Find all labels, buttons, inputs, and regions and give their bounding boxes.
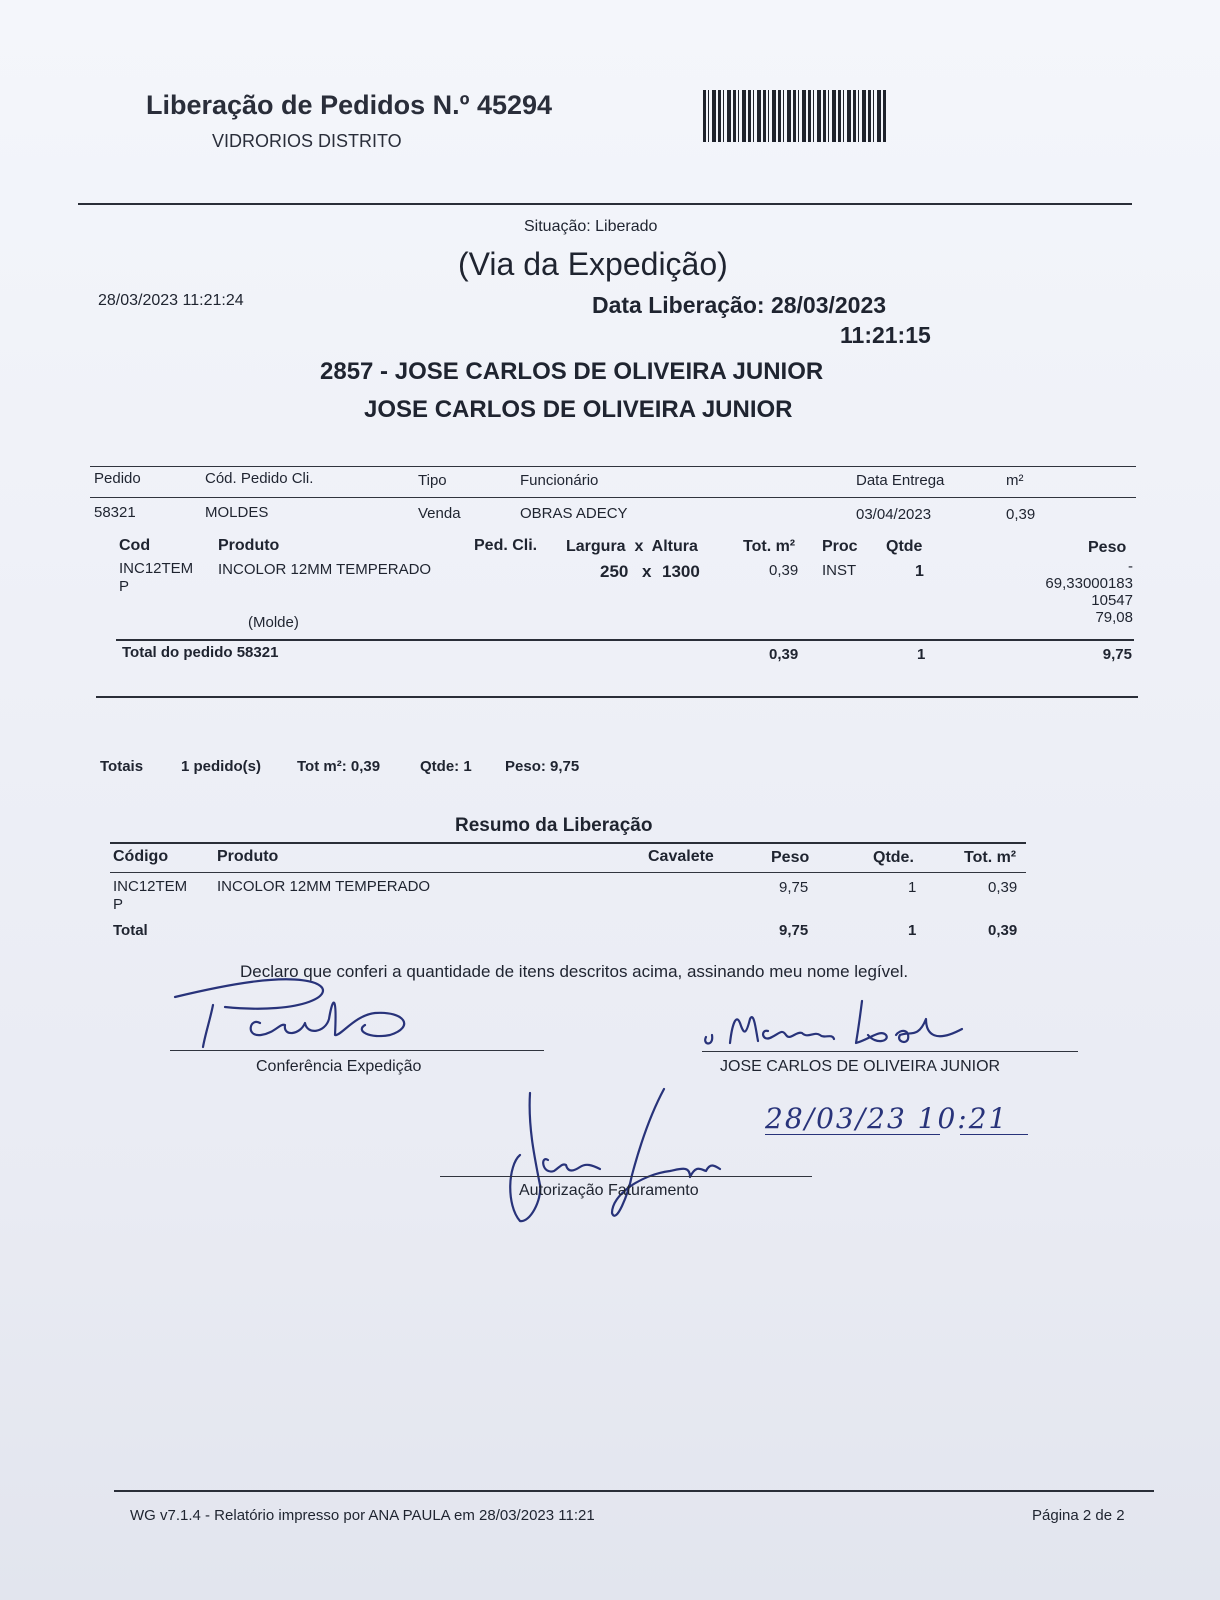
header-divider — [78, 203, 1132, 205]
resumo-title: Resumo da Liberação — [455, 815, 653, 836]
resumo-total-peso: 9,75 — [779, 922, 809, 939]
item-peso — [1000, 558, 1133, 626]
item-cod-line1: INC12TEM — [119, 560, 194, 577]
data-liberacao-time: 11:21:15 — [840, 322, 931, 348]
resumo-qtde: 1 — [908, 879, 917, 896]
th-cod-pedido-cli: Cód. Pedido Cli. — [205, 470, 314, 487]
resumo-total-m2: 0,39 — [988, 922, 1018, 939]
item-peso-line: 69,33000183 — [1045, 575, 1133, 592]
conferencia-label: Conferência Expedição — [256, 1058, 422, 1075]
footer-rule — [114, 1490, 1154, 1492]
handwritten-date: 28/03/23 10:21 — [765, 1102, 1009, 1135]
resumo-header-rule — [110, 872, 1026, 873]
item-peso-line: 10547 — [1091, 592, 1133, 609]
document-title: Liberação de Pedidos N.º 45294 — [146, 90, 553, 120]
th-proc: Proc — [822, 538, 858, 555]
order-m2: 0,39 — [1006, 506, 1036, 523]
order-table-top-rule — [90, 466, 1136, 467]
item-altura: 1300 — [662, 562, 700, 581]
signature-ana-paula-icon — [500, 1085, 750, 1225]
order-total-peso: 9,75 — [1102, 646, 1132, 663]
print-datetime: 28/03/2023 11:21:24 — [98, 292, 244, 309]
cliente-name-label: JOSE CARLOS DE OLIVEIRA JUNIOR — [720, 1058, 1001, 1075]
resumo-peso: 9,75 — [779, 879, 809, 896]
declaration-text: Declaro que conferi a quantidade de itens descritos acima, assinando meu nome legível. — [240, 962, 909, 981]
th-m2: m² — [1006, 472, 1024, 489]
th-qtde: Qtde — [886, 538, 923, 555]
item-proc: INST — [822, 562, 857, 579]
item-cod-line2: P — [119, 578, 130, 595]
order-total-label: Total do pedido 58321 — [122, 644, 279, 661]
resumo-codigo-line2: P — [113, 896, 124, 913]
th-tot-m2: Tot. m² — [743, 538, 796, 555]
item-peso-line: - — [1128, 558, 1133, 575]
company-name: VIDRORIOS DISTRITO — [212, 131, 402, 151]
totais-pedidos: 1 pedido(s) — [181, 758, 262, 775]
resumo-top-rule — [110, 842, 1026, 844]
barcode-icon — [703, 90, 887, 142]
order-total-qtde: 1 — [917, 646, 926, 663]
item-tot-m2: 0,39 — [769, 562, 799, 579]
th-funcionario: Funcionário — [520, 472, 599, 489]
client-line-1: 2857 - JOSE CARLOS DE OLIVEIRA JUNIOR — [320, 358, 824, 385]
resumo-codigo-line1: INC12TEM — [113, 878, 188, 895]
resumo-th-tot-m2: Tot. m² — [964, 849, 1017, 866]
th-cod: Cod — [119, 537, 151, 554]
autorizacao-label: Autorização Faturamento — [519, 1182, 699, 1199]
order-pedido: 58321 — [94, 504, 136, 521]
totais-peso: Peso: 9,75 — [505, 758, 580, 775]
item-produto: INCOLOR 12MM TEMPERADO — [218, 561, 432, 578]
order-cod-pedido-cli: MOLDES — [205, 504, 269, 521]
handwritten-time-underline — [960, 1134, 1028, 1135]
items-total-rule — [116, 639, 1134, 641]
th-tipo: Tipo — [418, 472, 447, 489]
th-ped-cli: Ped. Cli. — [474, 537, 538, 554]
totais-label: Totais — [100, 758, 144, 775]
client-line-2: JOSE CARLOS DE OLIVEIRA JUNIOR — [364, 396, 793, 423]
situacao-text: Situação: Liberado — [524, 218, 658, 235]
footer-page-number: Página 2 de 2 — [1032, 1507, 1125, 1524]
item-qtde: 1 — [915, 563, 924, 580]
order-table-header-rule — [90, 497, 1136, 498]
order-tipo: Venda — [418, 505, 461, 522]
resumo-tot-m2: 0,39 — [988, 879, 1018, 896]
resumo-th-qtde: Qtde. — [873, 849, 914, 866]
resumo-th-peso: Peso — [771, 849, 810, 866]
totais-qtde: Qtde: 1 — [420, 758, 472, 775]
item-largura: 250 — [600, 562, 629, 581]
data-liberacao: Data Liberação: 28/03/2023 — [592, 292, 887, 318]
resumo-th-cavalete: Cavalete — [648, 848, 714, 865]
order-bottom-rule — [96, 696, 1138, 698]
th-produto: Produto — [218, 537, 280, 554]
totais-m2: Tot m²: 0,39 — [297, 758, 381, 775]
resumo-total-qtde: 1 — [908, 922, 917, 939]
order-funcionario: OBRAS ADECY — [520, 505, 628, 522]
order-data-entrega: 03/04/2023 — [856, 506, 932, 523]
resumo-total-label: Total — [113, 922, 148, 939]
th-data-entrega: Data Entrega — [856, 472, 945, 489]
cliente-signature-line — [702, 1051, 1078, 1052]
item-peso-line: 79,08 — [1095, 609, 1133, 626]
footer-printed-by: WG v7.1.4 - Relatório impresso por ANA PAULA em 28/03/2023 11:21 — [130, 1507, 595, 1524]
resumo-th-produto: Produto — [217, 848, 279, 865]
th-peso: Peso — [1088, 539, 1127, 556]
order-total-m2: 0,39 — [769, 646, 799, 663]
th-largura-altura: Largura x Altura — [566, 538, 698, 555]
resumo-th-codigo: Código — [113, 848, 169, 865]
autorizacao-signature-line — [440, 1176, 812, 1177]
signature-paula-icon — [165, 975, 465, 1055]
via-title: (Via da Expedição) — [458, 246, 728, 282]
item-molde: (Molde) — [248, 614, 299, 631]
item-x: x — [642, 562, 652, 581]
handwritten-date-underline — [765, 1134, 940, 1135]
th-pedido: Pedido — [94, 470, 141, 487]
conferencia-signature-line — [170, 1050, 544, 1051]
signature-client-icon — [700, 995, 990, 1055]
resumo-produto: INCOLOR 12MM TEMPERADO — [217, 878, 431, 895]
